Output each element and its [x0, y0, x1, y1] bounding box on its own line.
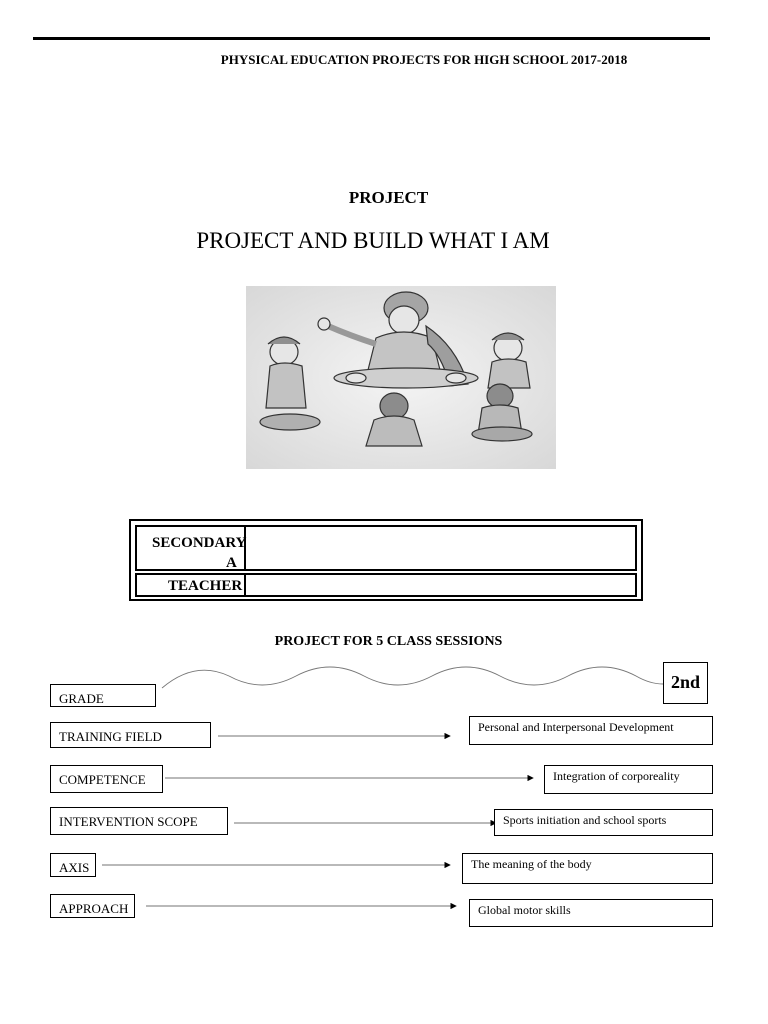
- grade-wavy-line: [162, 667, 663, 688]
- grade-value: 2nd: [670, 672, 701, 692]
- axis-label: AXIS: [59, 860, 90, 875]
- competence-label-box: [50, 765, 163, 793]
- training-field-value-box: [469, 716, 713, 745]
- approach-value-box: [469, 899, 713, 927]
- training-field-value: Personal and Interpersonal Development: [478, 720, 674, 734]
- teacher-label: TEACHER: [168, 578, 243, 594]
- axis-value: The meaning of the body: [471, 857, 592, 871]
- axis-value-box: [462, 853, 713, 884]
- competence-value: Integration of corporeality: [553, 769, 680, 783]
- intervention-scope-value-box: [494, 809, 713, 836]
- axis-label-box: [50, 853, 96, 877]
- document-header: PHYSICAL EDUCATION PROJECTS FOR HIGH SCHOOL 2017-2018: [220, 52, 628, 67]
- secondary-label: SECONDARY: [152, 535, 247, 551]
- grade-label-box: [50, 684, 156, 707]
- intervention-scope-label-box: [50, 807, 228, 835]
- competence-label: COMPETENCE: [59, 772, 146, 787]
- competence-value-box: [544, 765, 713, 794]
- approach-label-box: [50, 894, 135, 918]
- training-field-label-box: [50, 722, 211, 748]
- approach-value: Global motor skills: [478, 903, 571, 917]
- intervention-scope-label: INTERVENTION SCOPE: [59, 814, 198, 829]
- project-title: PROJECT AND BUILD WHAT I AM: [196, 228, 550, 253]
- training-field-label: TRAINING FIELD: [59, 729, 162, 744]
- grade-label: GRADE: [59, 691, 104, 706]
- secondary-label-continued: A: [226, 555, 237, 571]
- intervention-scope-value: Sports initiation and school sports: [503, 813, 667, 827]
- project-label: PROJECT: [348, 188, 429, 207]
- grade-value-box: [663, 662, 708, 704]
- sessions-title: PROJECT FOR 5 CLASS SESSIONS: [274, 634, 503, 649]
- approach-label: APPROACH: [59, 901, 129, 916]
